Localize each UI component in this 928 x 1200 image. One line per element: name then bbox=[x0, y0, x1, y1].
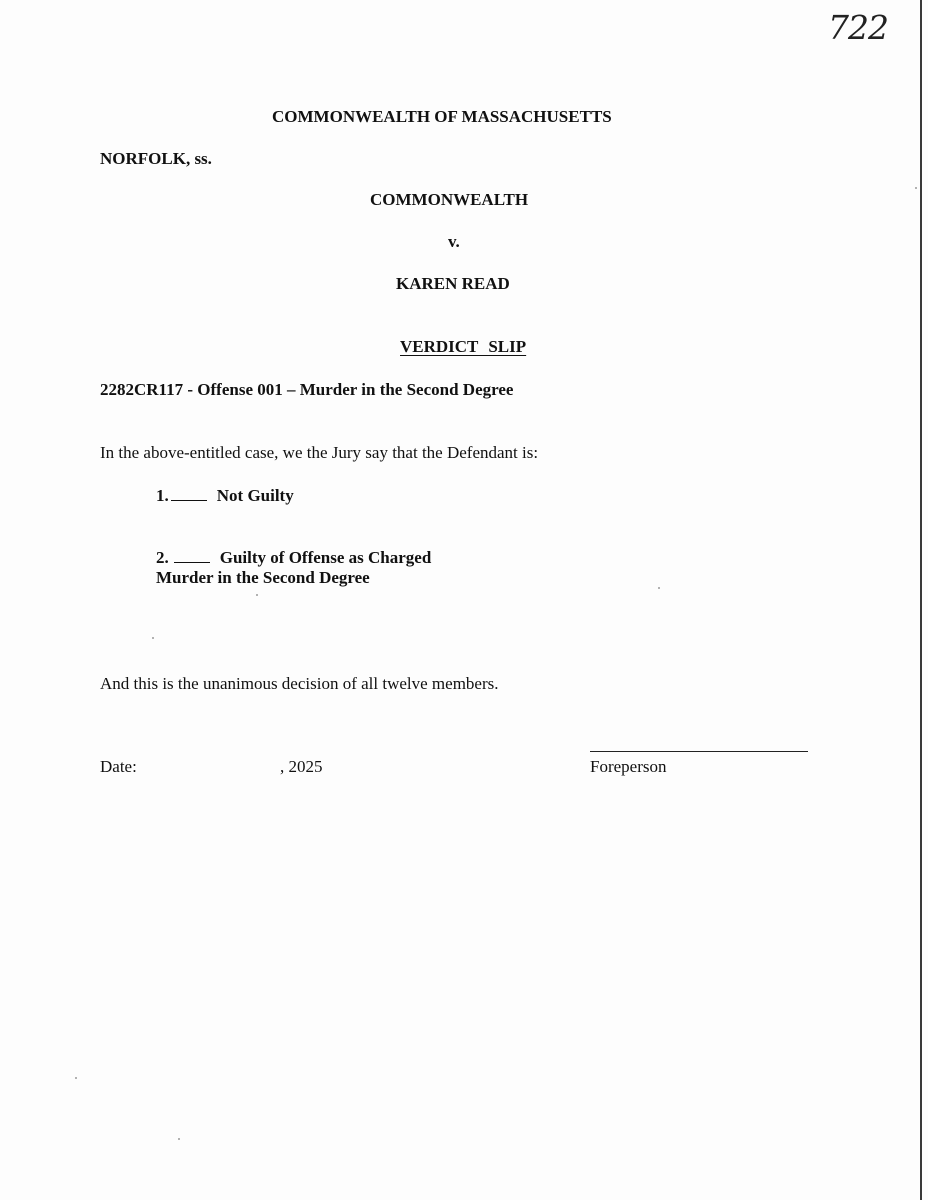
option-number: 1. bbox=[156, 486, 169, 505]
verdict-option-not-guilty bbox=[156, 484, 294, 506]
date-year: , 2025 bbox=[280, 757, 323, 776]
signature-line bbox=[590, 751, 808, 752]
plaintiff-name: COMMONWEALTH bbox=[370, 190, 529, 209]
intro-sentence: In the above-entitled case, we the Jury say that the Defendant is: bbox=[100, 443, 539, 462]
option-number: 2. bbox=[156, 548, 169, 567]
foreperson-label: Foreperson bbox=[590, 757, 667, 776]
scan-speck bbox=[178, 1138, 180, 1140]
verdict-option-guilty-sublabel: Murder in the Second Degree bbox=[156, 568, 370, 587]
charge-line: 2282CR117 - Offense 001 – Murder in the Second Degree bbox=[100, 380, 514, 399]
unanimity-statement: And this is the unanimous decision of all twelve members. bbox=[100, 674, 499, 693]
scan-speck bbox=[152, 637, 154, 639]
verdict-option-guilty bbox=[156, 546, 431, 568]
defendant-name: KAREN READ bbox=[396, 274, 510, 293]
scan-speck bbox=[75, 1077, 77, 1079]
checkbox-blank-line bbox=[171, 484, 207, 501]
court-heading: COMMONWEALTH OF MASSACHUSETTS bbox=[272, 107, 612, 126]
scan-speck bbox=[915, 187, 917, 189]
scan-speck bbox=[658, 587, 660, 589]
option-label: Not Guilty bbox=[216, 486, 294, 505]
county-label: NORFOLK, ss. bbox=[100, 149, 212, 168]
handwritten-page-number: 722 bbox=[828, 8, 888, 47]
document-title: VERDICT SLIP bbox=[400, 337, 527, 356]
scan-edge-line bbox=[920, 0, 922, 1200]
checkbox-blank-line bbox=[174, 546, 210, 563]
date-label: Date: bbox=[100, 757, 137, 776]
scan-speck bbox=[256, 594, 258, 596]
versus-label: v. bbox=[448, 232, 460, 251]
option-label: Guilty of Offense as Charged bbox=[219, 548, 432, 567]
